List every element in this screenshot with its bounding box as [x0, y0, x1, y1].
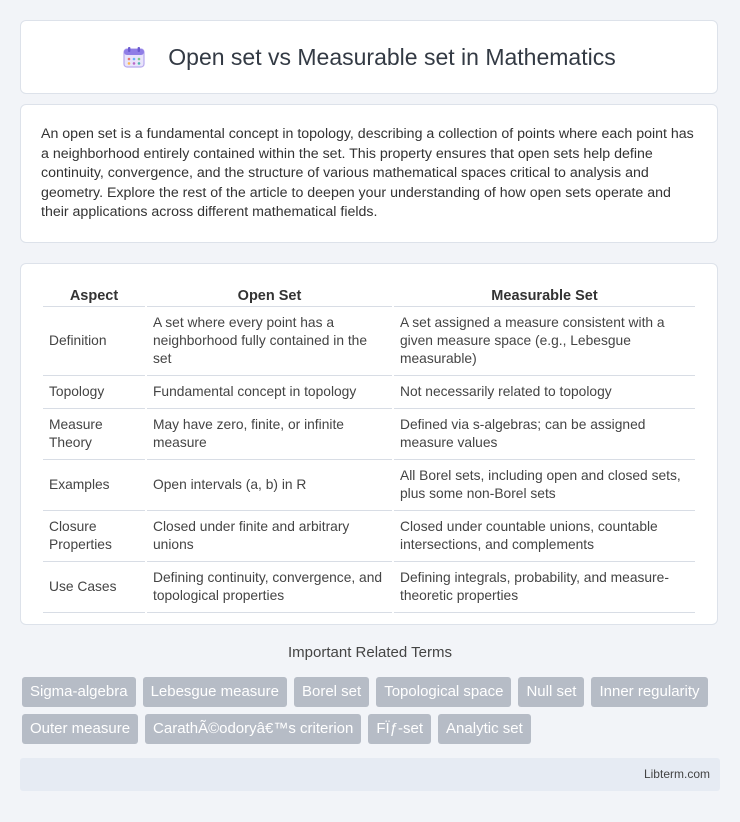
table-header-row: [43, 284, 695, 307]
table-cell: Use Cases: [43, 562, 145, 613]
table-cell: All Borel sets, including open and closed sets, plus some non-Borel sets: [394, 460, 695, 511]
related-term-tag[interactable]: Null set: [518, 677, 584, 707]
table-cell: A set assigned a measure consistent with a given measure space (e.g., Lebesgue measurable): [394, 307, 695, 376]
table-cell: Defined via s-algebras; can be assigned measure values: [394, 409, 695, 460]
related-terms-title: Important Related Terms: [288, 644, 452, 661]
related-term-tag[interactable]: Lebesgue measure: [143, 677, 287, 707]
related-term-tag[interactable]: FÏƒ-set: [368, 714, 431, 744]
header-open-set: Open Set: [147, 284, 392, 307]
table-cell: Defining continuity, convergence, and topological properties: [147, 562, 392, 613]
header-aspect: Aspect: [43, 284, 145, 307]
related-term-tag[interactable]: Sigma-algebra: [22, 677, 136, 707]
title-card: [20, 20, 718, 94]
related-term-tag[interactable]: Borel set: [294, 677, 369, 707]
table-row: [43, 376, 695, 409]
table-cell: Defining integrals, probability, and measure-theoretic properties: [394, 562, 695, 613]
table-cell: Topology: [43, 376, 145, 409]
table-row: [43, 562, 695, 613]
table-row: [43, 307, 695, 376]
related-term-tag[interactable]: Inner regularity: [591, 677, 707, 707]
table-row: [43, 409, 695, 460]
related-term-tag[interactable]: CarathÃ©odoryâ€™s criterion: [145, 714, 361, 744]
table-cell: May have zero, finite, or infinite measure: [147, 409, 392, 460]
footer-brand-link[interactable]: Libterm.com: [643, 767, 710, 781]
intro-card: [20, 104, 718, 243]
table-cell: Closure Properties: [43, 511, 145, 562]
header-measurable-set: Measurable Set: [394, 284, 695, 307]
related-term-tag[interactable]: Topological space: [376, 677, 511, 707]
intro-paragraph: An open set is a fundamental concept in topology, describing a collection of points where each point has a neighborhood entirely contained within the set. This property ensures that open sets help define continuity, convergence, and the structure of various mathematical spaces critical to analysis and geometry. Explore the rest of the article to deepen your understanding of how open sets operate and their applications across different mathematical fields.: [41, 126, 694, 221]
related-term-tag[interactable]: Outer measure: [22, 714, 138, 744]
related-term-tag[interactable]: Analytic set: [438, 714, 531, 744]
table-cell: Examples: [43, 460, 145, 511]
table-cell: Measure Theory: [43, 409, 145, 460]
table-cell: Closed under finite and arbitrary unions: [147, 511, 392, 562]
table-row: [43, 460, 695, 511]
table-cell: Not necessarily related to topology: [394, 376, 695, 409]
table-cell: Definition: [43, 307, 145, 376]
table-cell: Open intervals (a, b) in R: [147, 460, 392, 511]
table-cell: Closed under countable unions, countable intersections, and complements: [394, 511, 695, 562]
comparison-table: [41, 284, 697, 613]
table-cell: Fundamental concept in topology: [147, 376, 392, 409]
table-row: [43, 511, 695, 562]
related-terms-list: [22, 677, 722, 744]
page-title: Open set vs Measurable set in Mathematics: [168, 43, 616, 70]
comparison-card: [20, 263, 718, 625]
footer: [20, 758, 720, 791]
table-cell: A set where every point has a neighborhood fully contained in the set: [147, 307, 392, 376]
calendar-icon: [122, 45, 146, 69]
